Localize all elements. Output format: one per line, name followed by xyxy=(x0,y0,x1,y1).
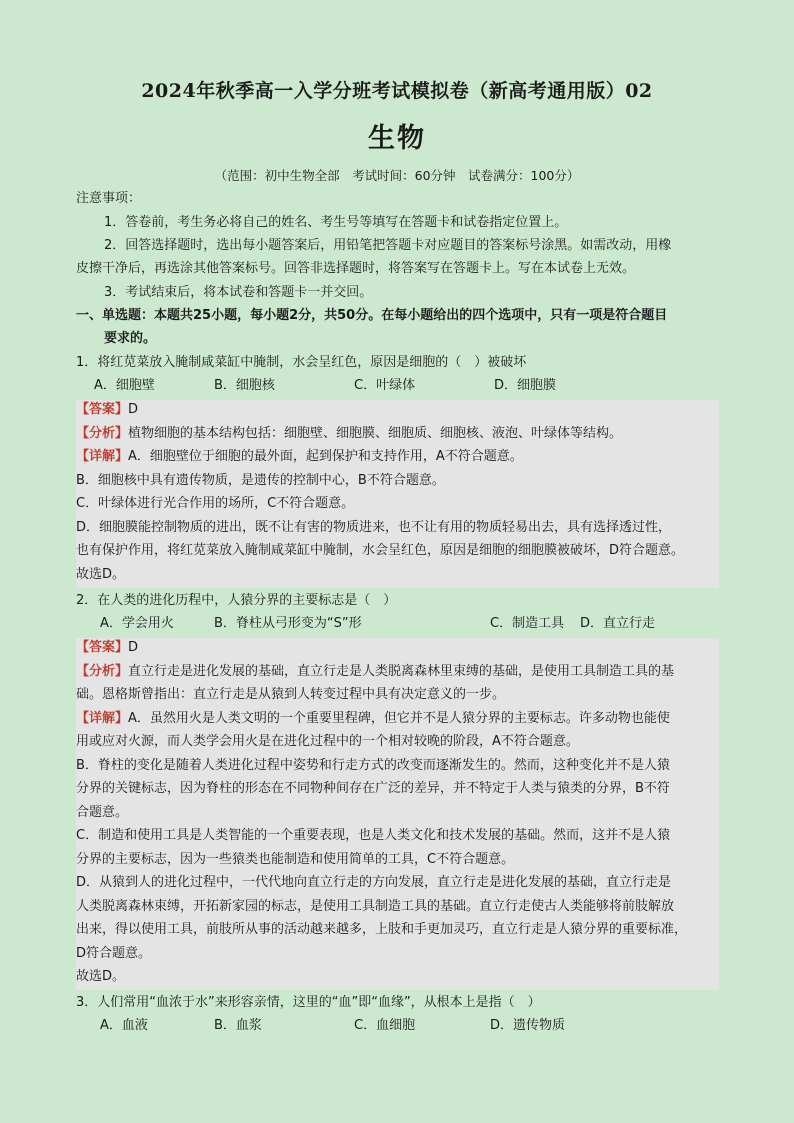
q1-stem: 1．将红苋菜放入腌制咸菜缸中腌制，水会呈红色，原因是细胞的（ ）被破坏 xyxy=(76,355,527,370)
q2-detail-b-1: B．脊柱的变化是随着人类进化过程中姿势和行走方式的改变而逐渐发生的。然而，这种变化并不是人猿 xyxy=(76,758,670,773)
q2-detail-line xyxy=(76,709,670,729)
q1-option-d: D．细胞膜 xyxy=(494,378,557,393)
q2-analysis-1: 直立行走是进化发展的基础，直立行走是人类脱离森林里束缚的基础，是使用工具制造工具的基 xyxy=(128,664,675,679)
q2-detail-a-1: A．虽然用火是人类文明的一个重要里程碑，但它并不是人猿分界的主要标志。许多动物也能使 xyxy=(128,711,670,726)
answer-tag: 【答案】 xyxy=(76,640,129,655)
subject-title: 生物 xyxy=(368,123,426,154)
q1-conclusion: 故选D。 xyxy=(76,567,126,582)
q1-detail-a: A．细胞壁位于细胞的最外面，起到保护和支持作用，A不符合题意。 xyxy=(128,449,523,464)
note-3: 3．考试结束后，将本试卷和答题卡一并交回。 xyxy=(104,285,373,300)
q1-detail-d-2: 也有保护作用，将红苋菜放入腌制咸菜缸中腌制，水会呈红色，原因是细胞的细胞膜被破坏，D符合题意。 xyxy=(76,543,685,558)
q2-detail-b-2: 分界的关键标志，因为脊柱的形态在不同物种间存在广泛的差异，并不特定于人类与猿类的分界，B不符 xyxy=(76,781,670,796)
q1-answer-box xyxy=(76,400,719,588)
note-1: 1．答卷前，考生务必将自己的姓名、考生号等填写在答题卡和试卷指定位置上。 xyxy=(104,215,568,230)
q2-option-a: A．学会用火 xyxy=(100,616,174,631)
q1-detail-d-1: D．细胞膜能控制物质的进出，既不让有害的物质进来，也不让有用的物质轻易出去，具有选择透过性， xyxy=(76,520,672,535)
q2-option-d: D．直立行走 xyxy=(580,616,656,631)
q2-answer: D xyxy=(128,640,139,655)
q2-analysis-line xyxy=(76,662,674,682)
q2-analysis-2: 础。恩格斯曾指出：直立行走是从猿到人转变过程中具有决定意义的一步。 xyxy=(76,687,506,702)
analysis-tag: 【分析】 xyxy=(76,426,129,441)
q1-detail-line xyxy=(76,447,523,467)
q2-answer-box xyxy=(76,638,719,990)
note-2-line-1: 2．回答选择题时，选出每小题答案后，用铅笔把答题卡对应题目的答案标号涂黑。如需改动，用橡 xyxy=(104,238,672,253)
q3-stem: 3．人们常用“血浓于水”来形容亲情，这里的“血”即“血缘”，从根本上是指（ ） xyxy=(76,995,541,1010)
detail-tag: 【详解】 xyxy=(76,449,129,464)
q1-answer: D xyxy=(128,402,139,417)
q3-option-b: B．血浆 xyxy=(214,1018,262,1033)
note-2-line-2: 皮擦干净后，再选涂其他答案标号。回答非选择题时，将答案写在答题卡上。写在本试卷上无效。 xyxy=(76,261,636,276)
q2-detail-b-3: 合题意。 xyxy=(76,805,129,820)
q2-detail-a-2: 用或应对火源，而人类学会用火是在进化过程中的一个相对较晚的阶段，A不符合题意。 xyxy=(76,734,579,749)
answer-tag: 【答案】 xyxy=(76,402,129,417)
q2-option-c: C．制造工具 xyxy=(490,616,565,631)
q2-option-b: B．脊柱从弓形变为“S”形 xyxy=(214,616,362,631)
q1-option-c: C．叶绿体 xyxy=(354,378,416,393)
q2-stem: 2．在人类的进化历程中，人猿分界的主要标志是（ ） xyxy=(76,593,397,608)
q2-detail-c-1: C．制造和使用工具是人类智能的一个重要表现，也是人类文化和技术发展的基础。然而，这并不是人猿 xyxy=(76,828,671,843)
q1-option-b: B．细胞核 xyxy=(214,378,275,393)
q1-detail-b: B．细胞核中具有遗传物质，是遗传的控制中心，B不符合题意。 xyxy=(76,473,445,488)
q2-detail-d-3: 出来，得以使用工具，前肢所从事的活动越来越多，上肢和手更加灵巧，直立行走是人猿分界的重要标准， xyxy=(76,922,688,937)
exam-info: （范围：初中生物全部 考试时间：60分钟 试卷满分：100分） xyxy=(214,168,580,183)
q2-detail-c-2: 分界的主要标志，因为一些猿类也能制造和使用简单的工具，C不符合题意。 xyxy=(76,852,515,867)
analysis-tag: 【分析】 xyxy=(76,664,129,679)
q3-option-c: C．血细胞 xyxy=(354,1018,416,1033)
notes-heading: 注意事项： xyxy=(76,191,142,206)
q2-detail-d-1: D．从猿到人的进化过程中，一代代地向直立行走的方向发展，直立行走是进化发展的基础，直立行走是 xyxy=(76,875,672,890)
q2-detail-d-4: D符合题意。 xyxy=(76,946,152,961)
q1-detail-c: C．叶绿体进行光合作用的场所，C不符合题意。 xyxy=(76,496,355,511)
section-heading-cont: 要求的。 xyxy=(104,331,157,346)
q1-analysis: 植物细胞的基本结构包括：细胞壁、细胞膜、细胞质、细胞核、液泡、叶绿体等结构。 xyxy=(128,426,623,441)
q3-option-d: D．遗传物质 xyxy=(490,1018,566,1033)
q1-answer-line xyxy=(76,400,138,420)
detail-tag: 【详解】 xyxy=(76,711,129,726)
exam-title: 2024年秋季高一入学分班考试模拟卷（新高考通用版）02 xyxy=(141,80,653,102)
q3-option-a: A．血液 xyxy=(100,1018,148,1033)
q2-conclusion: 故选D。 xyxy=(76,969,126,984)
q1-option-a: A．细胞壁 xyxy=(94,378,155,393)
q1-analysis-line xyxy=(76,424,622,444)
q2-answer-line xyxy=(76,638,138,658)
q2-detail-d-2: 人类脱离森林束缚，开拓新家园的标志，是使用工具制造工具的基础。直立行走使古人类能够将前肢解放 xyxy=(76,899,675,914)
section-heading: 一、单选题：本题共25小题，每小题2分，共50分。在每小题给出的四个选项中，只有一项是符合题目 xyxy=(76,308,668,323)
